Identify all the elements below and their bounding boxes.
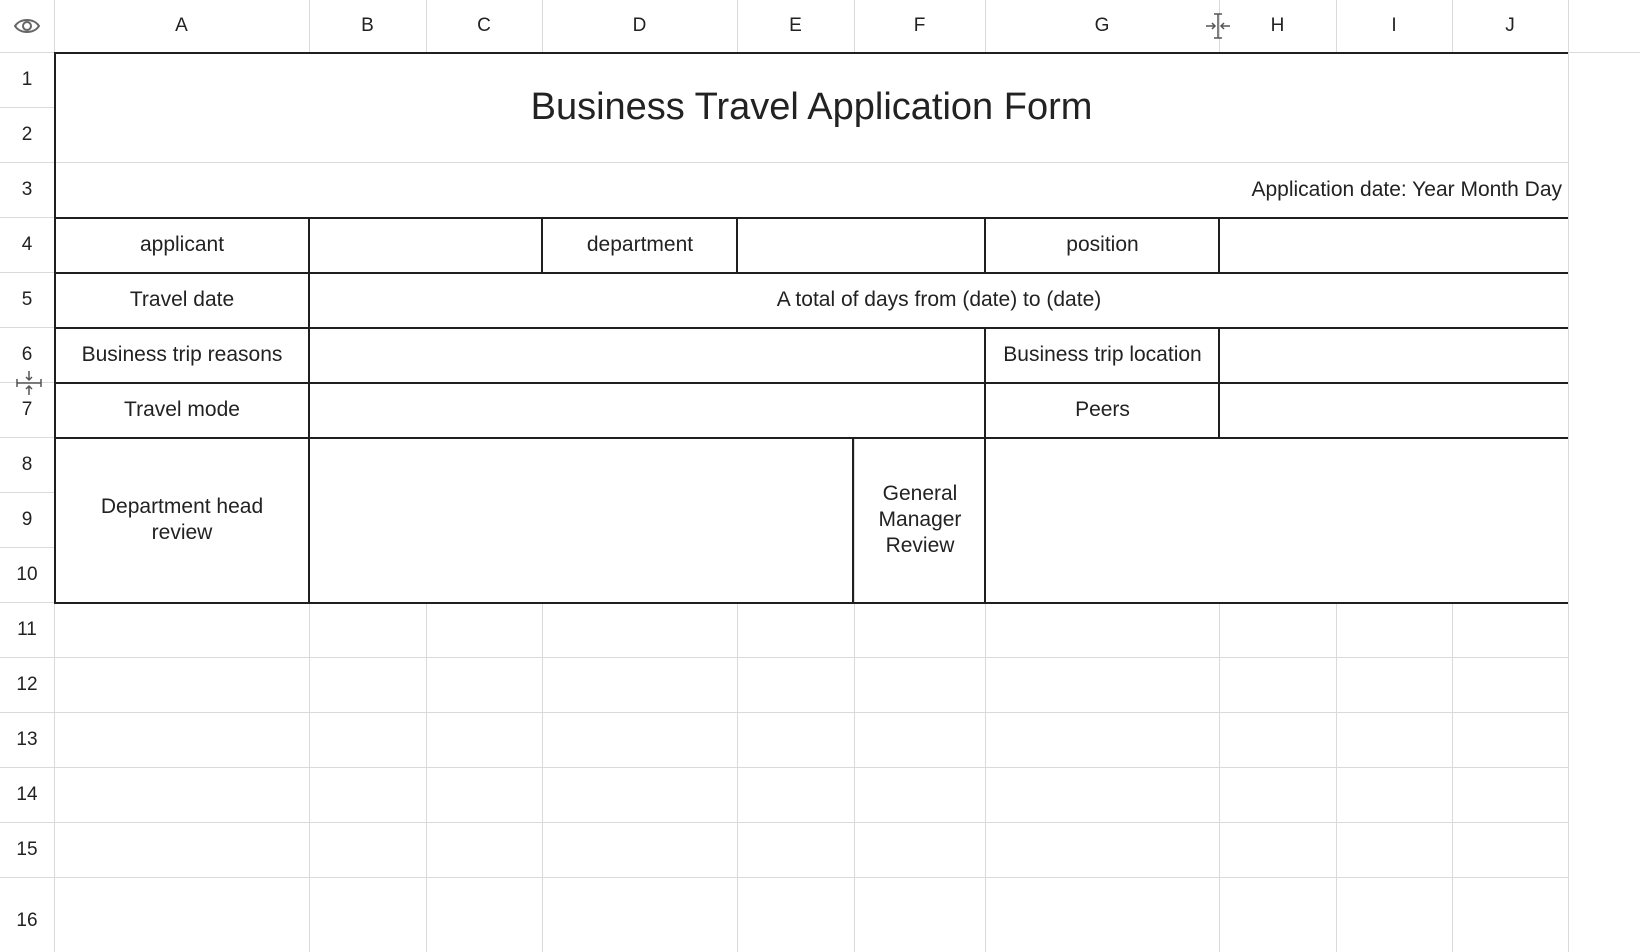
select-all-corner[interactable] — [0, 0, 54, 52]
column-header-f[interactable]: F — [913, 15, 926, 36]
peers-label[interactable]: Peers — [986, 383, 1219, 437]
row-header-9[interactable]: 9 — [21, 508, 33, 530]
gm-review-label[interactable]: General Manager Review — [855, 438, 985, 602]
row-header-10[interactable]: 10 — [16, 563, 38, 585]
form-border — [54, 327, 1568, 329]
form-border — [1218, 217, 1220, 274]
row-header-12[interactable]: 12 — [16, 673, 38, 695]
form-border — [54, 52, 56, 604]
form-border — [54, 437, 1568, 439]
row-header-11[interactable]: 11 — [17, 618, 37, 640]
department-value-cell[interactable] — [738, 218, 985, 272]
form-border — [984, 217, 986, 274]
column-header-j[interactable]: J — [1505, 15, 1515, 36]
eye-icon[interactable] — [13, 16, 41, 36]
position-value-cell[interactable] — [1220, 218, 1568, 272]
department-label[interactable]: department — [543, 218, 737, 272]
trip-reasons-label[interactable]: Business trip reasons — [55, 328, 309, 382]
travel-date-value[interactable]: A total of days from (date) to (date) — [310, 273, 1568, 327]
form-border — [308, 217, 310, 604]
applicant-value-cell[interactable] — [310, 218, 542, 272]
gridline — [0, 657, 1568, 658]
column-header-a[interactable]: A — [175, 15, 188, 36]
column-header-g[interactable]: G — [1094, 15, 1110, 36]
form-title[interactable]: Business Travel Application Form — [55, 53, 1568, 162]
form-border — [1218, 327, 1220, 439]
row-header-1[interactable]: 1 — [21, 68, 33, 90]
row-header-3[interactable]: 3 — [21, 178, 33, 200]
row-header-2[interactable]: 2 — [21, 123, 33, 145]
peers-value-cell[interactable] — [1220, 383, 1568, 437]
form-border — [54, 602, 1568, 604]
row-header-13[interactable]: 13 — [16, 728, 38, 750]
row-header-14[interactable]: 14 — [16, 783, 38, 805]
form-border — [852, 437, 854, 604]
trip-location-value-cell[interactable] — [1220, 328, 1568, 382]
position-label[interactable]: position — [986, 218, 1219, 272]
trip-location-label[interactable]: Business trip location — [986, 328, 1219, 382]
form-border — [54, 217, 1568, 219]
column-header-b[interactable]: B — [361, 15, 374, 36]
form-border — [736, 217, 738, 274]
column-header-h[interactable]: H — [1270, 15, 1285, 36]
form-border — [541, 217, 543, 274]
row-header-5[interactable]: 5 — [21, 288, 33, 310]
dept-head-review-value-cell[interactable] — [310, 438, 854, 602]
form-border — [54, 382, 1568, 384]
column-header-i[interactable]: I — [1391, 15, 1397, 36]
dept-head-review-label[interactable]: Department head review — [55, 438, 309, 602]
gridline — [0, 877, 1568, 878]
trip-reasons-value-cell[interactable] — [310, 328, 985, 382]
gridline — [0, 822, 1568, 823]
form-border — [54, 52, 1568, 54]
row-header-16[interactable]: 16 — [16, 910, 38, 931]
gridline — [0, 767, 1568, 768]
column-header-e[interactable]: E — [789, 15, 802, 36]
gridline — [1568, 0, 1569, 952]
column-header-d[interactable]: D — [632, 15, 647, 36]
gm-review-value-cell[interactable] — [986, 438, 1568, 602]
application-date[interactable]: Application date: Year Month Day — [55, 163, 1568, 217]
gridline — [0, 712, 1568, 713]
form-border — [54, 272, 1568, 274]
column-resize-icon[interactable] — [1204, 12, 1232, 40]
row-header-4[interactable]: 4 — [21, 233, 33, 255]
row-header-8[interactable]: 8 — [21, 453, 33, 475]
travel-mode-value-cell[interactable] — [310, 383, 985, 437]
travel-date-label[interactable]: Travel date — [55, 273, 309, 327]
row-header-15[interactable]: 15 — [16, 838, 38, 860]
form-border — [984, 327, 986, 604]
row-resize-icon[interactable] — [15, 369, 43, 397]
row-header-6[interactable]: 6 — [21, 343, 33, 365]
travel-mode-label[interactable]: Travel mode — [55, 383, 309, 437]
row-header-7[interactable]: 7 — [21, 398, 33, 420]
column-header-c[interactable]: C — [477, 15, 491, 36]
applicant-label[interactable]: applicant — [55, 218, 309, 272]
